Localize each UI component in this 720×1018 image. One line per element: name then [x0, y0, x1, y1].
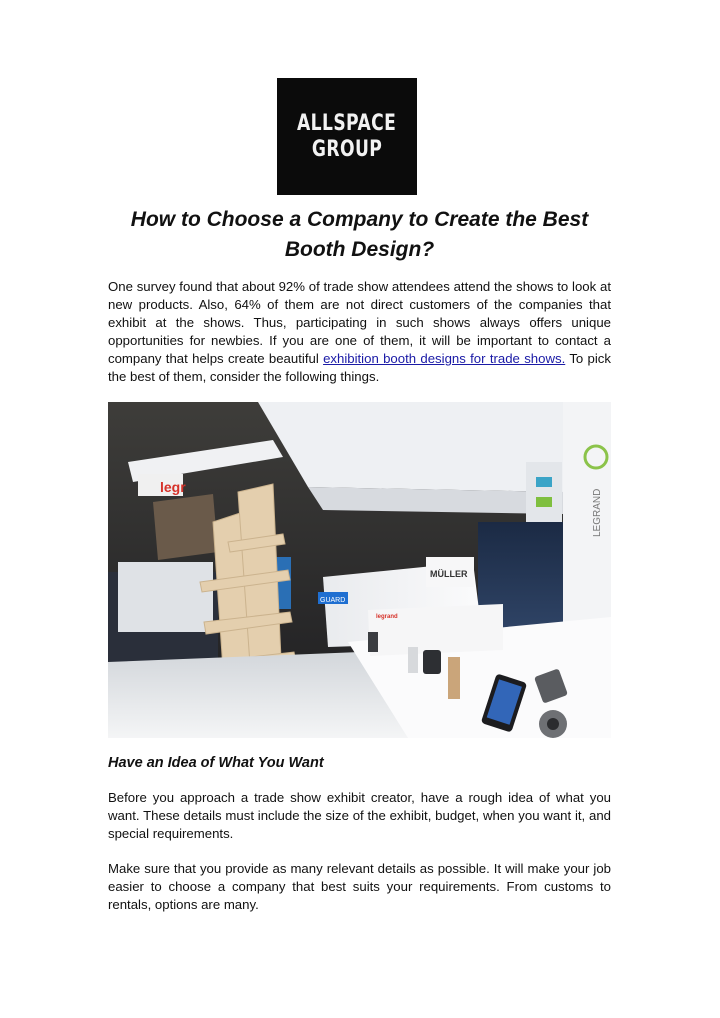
exhibition-booth-link[interactable]: exhibition booth designs for trade shows. — [323, 351, 566, 366]
guard-sign: GUARD — [320, 597, 346, 604]
legrand-sign: legr — [160, 479, 186, 495]
brand-sign: MÜLLER — [430, 569, 468, 579]
intro-text: One survey found that about 92% of trade show attendees attend the shows to look at new products. Also, 64% of them are not direct customers of the companies that exhibit at the shows. Thus, participating in such shows always offers unique opportunities for newbies. If you are one of them, it will be important to contact a company that helps create beautiful — [108, 279, 611, 366]
logo-line-1: ALLSPACE — [297, 110, 397, 136]
booth-photo — [108, 402, 611, 738]
logo-line-2: GROUP — [311, 136, 383, 162]
intro-paragraph — [108, 278, 611, 386]
tower-sign: LEGRAND — [592, 488, 603, 537]
body-paragraph-2: Make sure that you provide as many relevant details as possible. It will make your job easier to choose a company that best suits your requirements. From customs to rentals, options are many. — [108, 861, 611, 912]
article-title: How to Choose a Company to Create the Best Booth Design? — [130, 208, 589, 261]
section-heading: Have an Idea of What You Want — [108, 755, 324, 771]
body-paragraph-1: Before you approach a trade show exhibit creator, have a rough idea of what you want. These details must include the size of the exhibit, budget, when you want it, and special requirements. — [108, 790, 611, 841]
counter-sign: legrand — [376, 614, 398, 620]
company-logo — [277, 78, 417, 195]
intro-text-end: To pick the best of them, consider the following things. — [108, 351, 611, 384]
